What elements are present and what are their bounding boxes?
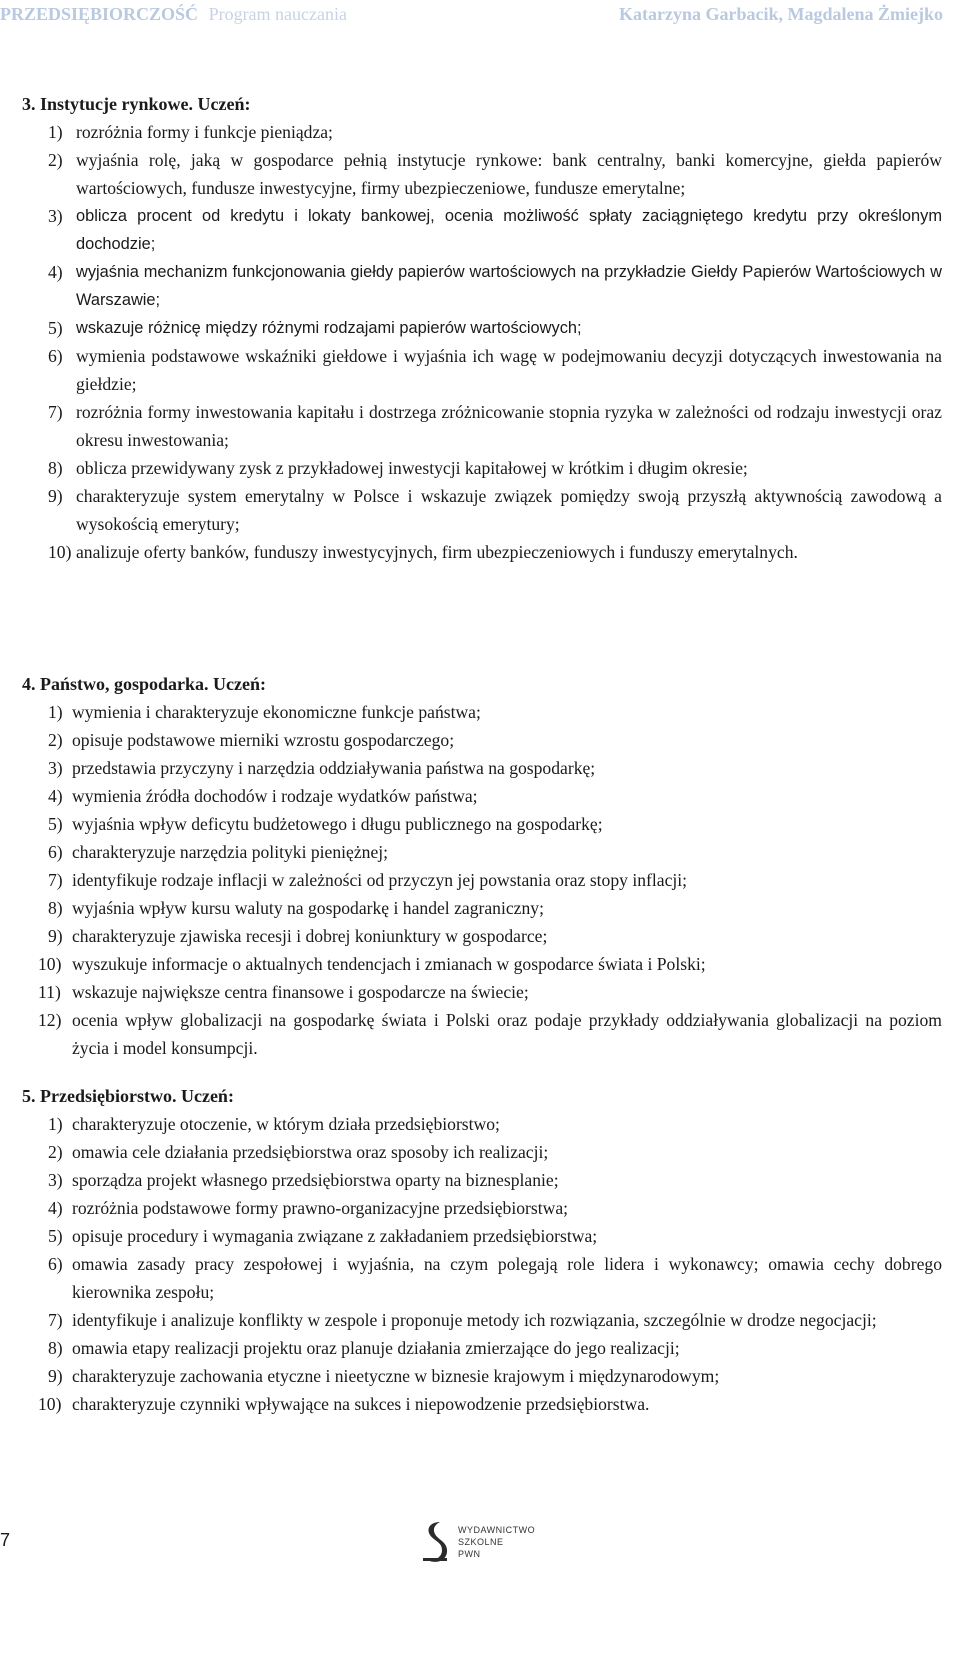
list-item [22, 1110, 942, 1138]
section-number: 4. [22, 674, 36, 694]
list-item [22, 978, 942, 1006]
item-text: przedstawia przyczyny i narzędzia oddziaływania państwa na gospodarkę; [72, 758, 596, 778]
list-item [22, 1306, 942, 1334]
publisher-line-3: PWN [458, 1549, 481, 1559]
item-text: omawia etapy realizacji projektu oraz planuje działania zmierzające do jego realizacji; [72, 1338, 680, 1358]
objectives-list [22, 118, 942, 566]
item-text: opisuje podstawowe mierniki wzrostu gospodarczego; [72, 730, 455, 750]
objectives-list [22, 1110, 942, 1418]
item-text: wymienia podstawowe wskaźniki giełdowe i wyjaśnia ich wagę w podejmowaniu decyzji dotyczących inwestowania na giełdzie; [76, 346, 942, 394]
item-text: charakteryzuje otoczenie, w którym działa przedsiębiorstwo; [72, 1114, 500, 1134]
item-number: 2) [48, 150, 63, 170]
item-text: wskazuje różnicę między różnymi rodzajami papierów wartościowych; [76, 319, 582, 337]
header-subtitle: Program nauczania [208, 4, 347, 24]
publisher-logo [420, 1520, 570, 1590]
item-number: 2) [48, 730, 63, 750]
item-text: charakteryzuje zjawiska recesji i dobrej koniunktury w gospodarce; [72, 926, 548, 946]
item-number: 1) [48, 122, 63, 142]
list-item [22, 950, 942, 978]
section-heading [22, 90, 942, 118]
list-item [22, 1334, 942, 1362]
item-text: analizuje oferty banków, funduszy inwestycyjnych, firm ubezpieczeniowych i funduszy emerytalnych. [76, 542, 798, 562]
item-number: 7) [48, 1310, 63, 1330]
item-text: wyszukuje informacje o aktualnych tendencjach i zmianach w gospodarce świata i Polski; [72, 954, 706, 974]
list-item [22, 922, 942, 950]
item-text: omawia zasady pracy zespołowej i wyjaśnia, na czym polegają role lidera i wykonawcy; omawia cechy dobrego kierownika zespołu; [72, 1254, 942, 1302]
item-text: wyjaśnia wpływ kursu waluty na gospodarkę i handel zagraniczny; [72, 898, 544, 918]
publisher-line-1: WYDAWNICTWO [458, 1525, 536, 1535]
list-item [22, 1194, 942, 1222]
item-number: 6) [48, 346, 63, 366]
list-item [22, 726, 942, 754]
list-item [22, 146, 942, 202]
item-text: opisuje procedury i wymagania związane z zakładaniem przedsiębiorstwa; [72, 1226, 598, 1246]
item-number: 6) [48, 842, 63, 862]
item-text: oblicza przewidywany zysk z przykładowej inwestycji kapitałowej w krótkim i długim okresie; [76, 458, 748, 478]
item-number: 7) [48, 870, 63, 890]
list-item [22, 342, 942, 398]
page-number: 7 [0, 1530, 11, 1550]
section-title: Instytucje rynkowe. [40, 94, 193, 114]
list-item [22, 810, 942, 838]
item-number: 10) [48, 542, 72, 562]
section-5 [22, 1082, 942, 1418]
list-item [22, 838, 942, 866]
item-number: 8) [48, 458, 63, 478]
item-number: 4) [48, 262, 63, 282]
item-number: 5) [48, 318, 63, 338]
item-text: rozróżnia podstawowe formy prawno-organizacyjne przedsiębiorstwa; [72, 1198, 569, 1218]
item-number: 5) [48, 1226, 63, 1246]
item-number: 9) [48, 926, 63, 946]
list-item [22, 202, 942, 258]
item-text: rozróżnia formy i funkcje pieniądza; [76, 122, 333, 142]
item-number: 7) [48, 402, 63, 422]
item-number: 8) [48, 898, 63, 918]
item-number: 5) [48, 814, 63, 834]
list-item [22, 1250, 942, 1306]
list-item [22, 894, 942, 922]
section-4 [22, 670, 942, 1062]
list-item [22, 1166, 942, 1194]
section-title: Państwo, gospodarka. [40, 674, 209, 694]
item-text: charakteryzuje zachowania etyczne i nieetyczne w biznesie krajowym i międzynarodowym; [72, 1366, 720, 1386]
section-lead: Uczeń: [180, 1086, 234, 1106]
item-number: 4) [48, 1198, 63, 1218]
item-number: 1) [48, 1114, 63, 1134]
objectives-list [22, 698, 942, 1062]
section-number: 5. [22, 1086, 36, 1106]
publisher-text [458, 1524, 535, 1560]
item-text: identyfikuje i analizuje konflikty w zespole i proponuje metody ich rozwiązania, szczególnie w drodze negocjacji; [72, 1310, 877, 1330]
item-text: ocenia wpływ globalizacji na gospodarkę świata i Polski oraz podaje przykłady oddziaływania globalizacji na poziom życia i model konsumpcji. [72, 1010, 942, 1058]
pwn-logo-icon [420, 1520, 450, 1566]
header-left [0, 4, 347, 25]
list-item [22, 1006, 942, 1062]
list-item [22, 454, 942, 482]
list-item [22, 782, 942, 810]
section-title: Przedsiębiorstwo. [40, 1086, 177, 1106]
list-item [22, 314, 942, 342]
list-item [22, 866, 942, 894]
item-number: 11) [38, 982, 61, 1002]
item-number: 4) [48, 786, 63, 806]
item-text: charakteryzuje narzędzia polityki pieniężnej; [72, 842, 389, 862]
item-text: charakteryzuje system emerytalny w Polsce i wskazuje związek pomiędzy swoją przyszłą aktywnością zawodową a wysokością emerytury; [76, 486, 942, 534]
item-number: 8) [48, 1338, 63, 1358]
list-item [22, 118, 942, 146]
item-text: wymienia i charakteryzuje ekonomiczne funkcje państwa; [72, 702, 481, 722]
item-number: 10) [38, 954, 62, 974]
header-brand: PRZEDSIĘBIORCZOŚĆ [0, 4, 199, 24]
list-item [22, 398, 942, 454]
item-text: identyfikuje rodzaje inflacji w zależności od przyczyn jej powstania oraz stopy inflacji; [72, 870, 688, 890]
item-text: sporządza projekt własnego przedsiębiorstwa oparty na biznesplanie; [72, 1170, 559, 1190]
item-number: 2) [48, 1142, 63, 1162]
section-heading [22, 1082, 942, 1110]
header-authors: Katarzyna Garbacik, Magdalena Żmiejko [619, 4, 943, 24]
item-number: 6) [48, 1254, 63, 1274]
list-item [22, 698, 942, 726]
list-item [22, 754, 942, 782]
list-item [22, 538, 942, 566]
item-number: 9) [48, 1366, 63, 1386]
publisher-line-2: SZKOLNE [458, 1537, 504, 1547]
item-number: 10) [38, 1394, 62, 1414]
item-text: wyjaśnia rolę, jaką w gospodarce pełnią instytucje rynkowe: bank centralny, banki komercyjne, giełda papierów wartościowych, fundusze inwestycyjne, firmy ubezpieczeniowe, fundusze emerytalne; [76, 150, 942, 198]
section-heading [22, 670, 942, 698]
item-text: wymienia źródła dochodów i rodzaje wydatków państwa; [72, 786, 478, 806]
list-item [22, 1138, 942, 1166]
item-number: 3) [48, 758, 63, 778]
item-text: wskazuje największe centra finansowe i gospodarcze na świecie; [72, 982, 529, 1002]
page-header [0, 0, 960, 40]
list-item [22, 1390, 942, 1418]
item-text: wyjaśnia mechanizm funkcjonowania giełdy papierów wartościowych na przykładzie Giełdy Papierów Wartościowych w Warszawie; [76, 263, 942, 309]
item-text: wyjaśnia wpływ deficytu budżetowego i długu publicznego na gospodarkę; [72, 814, 603, 834]
item-text: omawia cele działania przedsiębiorstwa oraz sposoby ich realizacji; [72, 1142, 549, 1162]
item-number: 9) [48, 486, 63, 506]
list-item [22, 1362, 942, 1390]
item-number: 3) [48, 1170, 63, 1190]
item-number: 3) [48, 206, 63, 226]
item-number: 12) [38, 1010, 62, 1030]
list-item [22, 1222, 942, 1250]
item-text: oblicza procent od kredytu i lokaty bankowej, ocenia możliwość spłaty zaciągniętego kredytu przy określonym dochodzie; [76, 207, 942, 253]
item-number: 1) [48, 702, 63, 722]
section-number: 3. [22, 94, 36, 114]
item-text: rozróżnia formy inwestowania kapitału i dostrzega zróżnicowanie stopnia ryzyka w zależności od rodzaju inwestycji oraz okresu inwestowania; [76, 402, 942, 450]
list-item [22, 482, 942, 538]
list-item [22, 258, 942, 314]
item-text: charakteryzuje czynniki wpływające na sukces i niepowodzenie przedsiębiorstwa. [72, 1394, 650, 1414]
section-3 [22, 90, 942, 566]
section-lead: Uczeń: [213, 674, 267, 694]
section-lead: Uczeń: [197, 94, 251, 114]
